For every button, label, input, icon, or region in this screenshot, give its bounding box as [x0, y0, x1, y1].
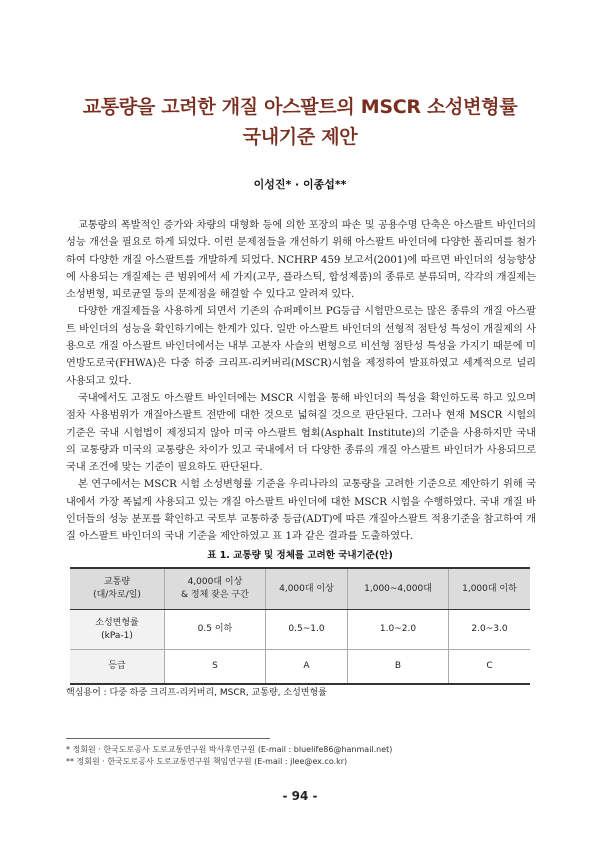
paragraph-4: 본 연구에서는 MSCR 시험 소성변형률 기준을 우리나라의 교통량을 고려한 기준으로 제안하기 위해 국내에서 가장 폭넓게 사용되고 있는 개질 아스팔트 바인더에 대한 MSCR 시험을 수행하였다. 국내 개질 바인더들의 성능 분포를 확인하고 국토부 교통하중 등급(ADT)에 따른 개질아스팔트 적용기준을 참고하여 개질 아스팔트 바인더의 국내 기준을 제안하였고 표 1과 같은 결과를 도출하였다. — [66, 479, 536, 543]
keywords: 핵심용어 : 다중 하중 크리프-리커버리, MSCR, 교통량, 소성변형률 — [66, 688, 327, 698]
table-cell: 0.5~1.0 — [265, 610, 347, 650]
table-cell: 1.0~2.0 — [348, 610, 449, 650]
title-line-2: 국내기준 제안 — [242, 126, 358, 148]
header-col-1 — [165, 568, 266, 610]
row-label-grade: 등급 — [70, 650, 165, 685]
header-col-2: 4,000대 이상 — [265, 568, 347, 610]
row-label-strain-line2: (kPa-1) — [101, 630, 133, 641]
authors: 이성진* · 이종섭** — [253, 178, 347, 191]
footnote-divider — [66, 738, 270, 739]
header-col-1-line1: 4,000대 이상 — [187, 577, 243, 587]
row-label-strain — [70, 610, 165, 650]
table-caption: 표 1. 교통량 및 정체를 고려한 국내기준(안) — [207, 550, 393, 561]
header-traffic-label — [70, 568, 165, 610]
paragraph-3: 국내에서도 고점도 아스팔트 바인더에는 MSCR 시험을 통해 바인더의 특성을 확인하도록 하고 있으며 점차 사용범위가 개질아스팔트 전반에 대한 것으로 넓혀질 것으로 판단된다. 그러나 현재 MSCR 시험의 기준은 국내 시험법이 제정되지 않아 미국 아스팔트 협회(Asphalt Institute)의 기준을 사용하지만 국내의 교통량과 미국의 교통량은 차이가 있고 국내에서 더 다양한 종류의 개질 아스팔트 바인더가 사용되므로 국내 조건에 맞는 기준이 필요하도 판단된다. — [66, 392, 536, 474]
paragraph-2: 다양한 개질제들을 사용하게 되면서 기존의 슈퍼페이브 PG등급 시험만으로는 많은 종류의 개질 아스팔트 바인더의 성능을 확인하기에는 한계가 있다. 일반 아스팔트 바인더의 선형적 점탄성 특성이 개질제의 사용으로 개질 아스팔트 바인더에서는 내부 고분자 사슬의 변형으로 비선형 점탄성 특성을 가지기 때문에 미연방도로국(FHWA)은 다중 하중 크리프-리커버리(MSCR)시험을 제정하여 발표하였고 세계적으로 널리 사용되고 있다. — [66, 306, 536, 387]
table-cell: C — [448, 650, 530, 685]
table-header-row — [70, 568, 530, 610]
table-cell: 2.0~3.0 — [448, 610, 530, 650]
table-row-grade — [70, 650, 530, 685]
footnote-1: * 정회원 · 한국도로공사 도로교통연구원 박사후연구원 (E-mail : bluelife86@hanmail.net) — [66, 745, 393, 754]
page-number: - 94 - — [282, 789, 318, 803]
table-cell: S — [165, 650, 266, 685]
title-line-1: 교통량을 고려한 개질 아스팔트의 MSCR 소성변형률 — [82, 96, 518, 118]
table-cell: B — [348, 650, 449, 685]
header-traffic-label-line1: 교통량 — [103, 577, 131, 587]
table-row-strain — [70, 610, 530, 650]
header-col-4: 1,000대 이하 — [448, 568, 530, 610]
header-traffic-label-line2: (대/차로/일) — [93, 590, 141, 600]
header-col-3: 1,000~4,000대 — [348, 568, 449, 610]
abstract-body — [66, 217, 536, 546]
header-col-1-line2: & 정체 잦은 구간 — [181, 590, 249, 600]
paragraph-1: 교통량의 폭발적인 증가와 차량의 대형화 등에 의한 포장의 파손 및 공용수명 단축은 아스팔트 바인더의 성능 개선을 필요로 하게 되었다. 이런 문제점들을 개선하기 위해 아스팔트 바인더에 다양한 폴리머를 첨가하여 다양한 개질 아스팔트를 개발하게 되었다. NCHRP 459 보고서(2001)에 따르면 바인더의 성능향상에 사용되는 개질제는 큰 범위에서 세 가지(고무, 플라스틱, 합성제품)의 종류로 분류되며, 각각의 개질제는 소성변형, 피로균열 등의 문제점을 해결할 수 있다고 알려져 있다. — [66, 220, 536, 301]
table-cell: A — [265, 650, 347, 685]
row-label-strain-line1: 소성변형률 — [95, 617, 139, 628]
footnote-2: ** 정회원 · 한국도로공사 도로교통연구원 책임연구원 (E-mail : jlee@ex.co.kr) — [66, 757, 348, 766]
paper-title — [0, 92, 600, 152]
table-cell: 0.5 이하 — [165, 610, 266, 650]
criteria-table — [70, 567, 530, 685]
